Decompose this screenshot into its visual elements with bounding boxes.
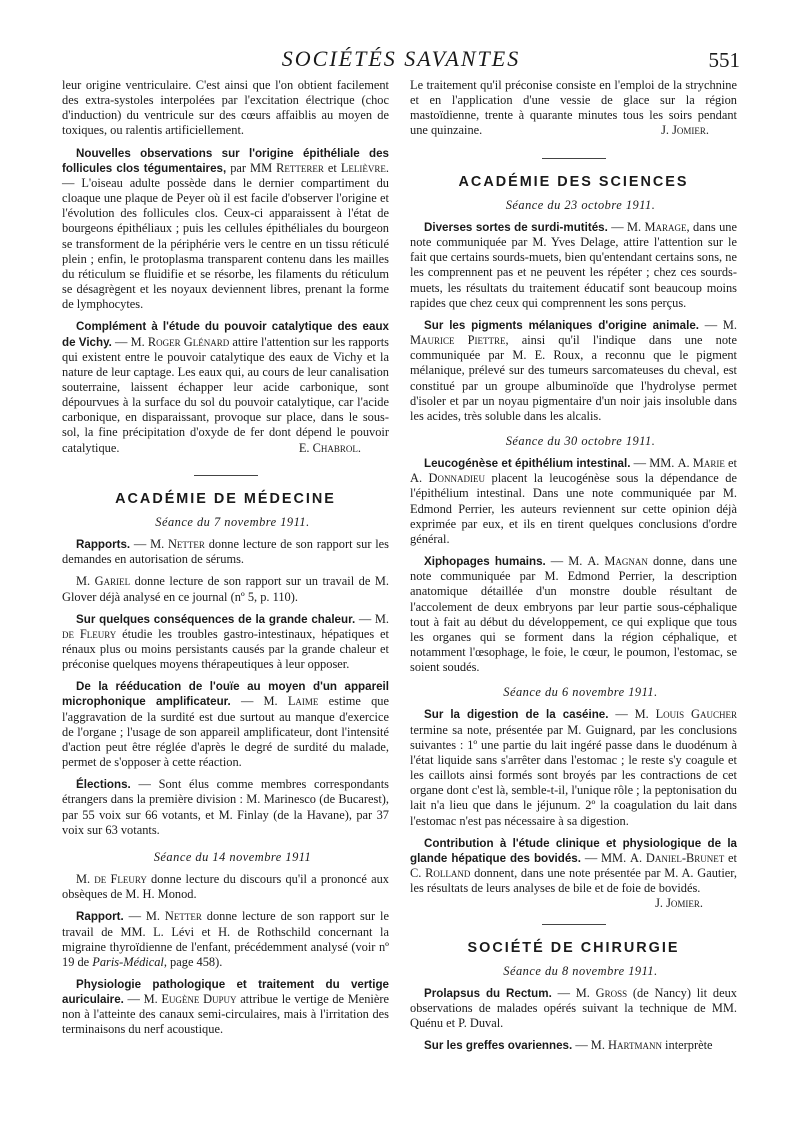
paragraph-greffes xyxy=(410,1038,737,1053)
session-date: Séance du 8 novembre 1911. xyxy=(503,963,658,978)
article-title: Contribution à l'étude clinique et physiologique de la glande hépatique des bovidés. xyxy=(410,836,737,865)
text-fragment: — MM. xyxy=(630,456,678,471)
author-name: Eugène Dupuy xyxy=(161,992,237,1007)
article-title: Prolapsus du Rectum. xyxy=(424,986,552,1000)
paragraph-text: — Sont élus comme membres correspondants étrangers dans la première division : M. Marinesco (de Bucarest), par 55 voix sur 66 votants, et M. Finlay (de la Havane), par 37 voix sur 63 votants. xyxy=(62,777,389,837)
separator-rule xyxy=(542,158,606,159)
author-name: Roger Glénard xyxy=(147,334,230,349)
article-title: Sur les greffes ovariennes. xyxy=(424,1039,573,1053)
text-fragment: — M. xyxy=(111,334,148,349)
signature: J. Jomier. xyxy=(661,123,709,138)
author-name: Laime xyxy=(287,694,319,709)
paragraph-text: attire l'attention sur les rapports qui existent entre le pouvoir catalytique des eaux de Vichy et la nature de leur captage. Les eaux qui, au cours de leur canalisation souterraine, laissent échapper leur acide carbonique, sont dépourvues à la surface du sol du pouvoir catalytique, car l'acide carbonique, en disparaissant, provoque sur place, dans le sous-sol, la fine précipitation d'oxyde de fer dont dépend le pouvoir catalytique. xyxy=(62,334,389,455)
author-name: C. Rolland xyxy=(410,866,471,881)
article-title: Complément à l'étude du pouvoir catalytique des eaux de Vichy. xyxy=(62,320,389,349)
section-heading-chirurgie: SOCIÉTÉ DE CHIRURGIE xyxy=(467,939,680,956)
paragraph-elections xyxy=(62,777,389,838)
paragraph-rapports xyxy=(62,537,389,567)
session-date: Séance du 14 novembre 1911 xyxy=(153,849,312,864)
paragraph-text: donne lecture du discours qu'il a prononcé aux obsèques de M. H. Monod. xyxy=(62,872,389,902)
paragraph-caseine xyxy=(410,707,737,828)
author-name: Hartmann xyxy=(608,1038,662,1053)
paragraph-text: donnent, dans une note présentée par M. A. Gautier, les résultats de leurs analyses de bile et de foie de bovidés. xyxy=(410,866,738,896)
journal-name: Paris-Médical xyxy=(92,954,164,969)
paragraph-text: donne, dans une note communiquée par M. Edmond Perrier, la description anatomique détaillée d'un monstre double résultant de l'accolement de deux embryons par leur partie sous-céphalique tout à fait au début du développement, ce qui explique que tous les organes qui se forment dans la région céphalique, et notamment l'œsophage, le foie, le cœur, le poumon, l'estomac, se soient soudés. xyxy=(410,554,737,675)
paragraph-glande-hepatique xyxy=(410,836,738,911)
signature: J. Jomier. xyxy=(655,896,703,911)
paragraph-vertige xyxy=(62,977,389,1038)
paragraph-text: . — L'oiseau adulte possède dans le dernier compartiment du cloaque une plaque de Peyer où il est facile d'observer l'origine et l'évolution des follicules clos. Ceux-ci apparaissent à l'état de bourgeons épithéliaux ; puis les cellules épithéliales du bourgeon se transforment de la périphérie vers le centre en un tissu réticulé plein ; enfin, le protoplasma transparent contenu dans les mailles du réticulum se fluidifie et se résorbe, les filaments du réticulum se désagrègent et les noyaux deviennent libres, prenant la forme de lymphocytes. xyxy=(62,160,389,312)
article-title: Sur les pigments mélaniques d'origine animale. xyxy=(424,318,699,332)
author-name: Retterer xyxy=(276,160,324,175)
text-fragment: par MM xyxy=(226,160,277,175)
session-date: Séance du 7 novembre 1911. xyxy=(155,514,310,529)
text-fragment: — M. xyxy=(230,694,288,709)
paragraph-text: placent la leucogénèse sous la dépendance de l'épithélium intestinal. Dans une note communiquée par M. Edmond Perrier, les auteurs reviennent sur cette opinion déjà exprimée par eux, et ils en tirent quelques conclusions d'ordre général. xyxy=(410,471,737,546)
section-heading-medecine: ACADÉMIE DE MÉDECINE xyxy=(115,490,336,507)
text-fragment: — M. xyxy=(572,1038,609,1053)
paragraph-text: leur origine ventriculaire. C'est ainsi que l'on obtient facilement des extra-systoles interpolées par l'excitation électrique (choc d'induction) du ventricule sur des cœurs affaiblis au moyen de toxiques, ou ralentis artificiellement. xyxy=(62,78,389,138)
text-fragment: — M. xyxy=(607,219,645,234)
paragraph-text: Le traitement qu'il préconise consiste en l'emploi de la strychnine et en l'application d'une vessie de glace sur la région mastoïdienne, trente à quarante minutes tous les soirs pendant une quinzaine. xyxy=(410,78,737,138)
text-fragment: — M. xyxy=(699,317,737,332)
paragraph-follicules xyxy=(62,146,389,313)
text-fragment: — M. xyxy=(608,707,656,722)
author-name: Lelièvre xyxy=(340,160,386,175)
text-fragment: et xyxy=(724,456,737,471)
text-fragment: et xyxy=(724,850,737,865)
paragraph-leucogenese xyxy=(410,456,737,547)
article-title: Diverses sortes de surdi-mutités. xyxy=(424,220,608,234)
author-name: Louis Gaucher xyxy=(655,707,737,722)
page-number: 551 xyxy=(708,48,740,72)
author-name: Netter xyxy=(164,909,202,924)
author-name: de Fleury xyxy=(62,626,117,641)
session-date: Séance du 6 novembre 1911. xyxy=(503,685,658,700)
text-fragment: , page 458). xyxy=(163,954,223,969)
paragraph-surdi-mutites xyxy=(410,220,737,311)
paragraph-text: donne lecture de son rapport sur les demandes en autorisation de sérums. xyxy=(62,537,389,567)
running-title: SOCIÉTÉS SAVANTES xyxy=(281,46,521,71)
paragraph-vichy xyxy=(62,319,389,455)
article-title: Sur la digestion de la caséine. xyxy=(424,708,609,722)
author-name: A. Donnadieu xyxy=(410,471,485,486)
author-name: A. Daniel-Brunet xyxy=(630,850,725,865)
article-title: Sur quelques conséquences de la grande chaleur. xyxy=(76,612,356,626)
paragraph-pigments xyxy=(410,318,737,424)
paragraph-text: attribue le vertige de Menière non à l'atteinte des canaux semi-circulaires, mais à l'irritation des terminaisons du nerf acoustique. xyxy=(62,992,389,1037)
author-name: A. Magnan xyxy=(587,554,648,569)
text-fragment: — M. xyxy=(551,985,596,1000)
article-title: Rapports. xyxy=(76,538,131,552)
article-title: De la rééducation de l'ouïe au moyen d'un appareil microphonique amplificateur. xyxy=(62,680,389,709)
paragraph-text: estime que l'aggravation de la surdité est due surtout au manque d'exercice de l'organe ; l'usage de son appareil amplificateur, dont l'intensité d'action peut être réglée d'après le degré de surdité du malade, permet de s'opposer à cette réaction. xyxy=(62,694,389,770)
paragraph-text: donne lecture de son rapport sur le travail de MM. L. Lévi et H. de Rothschild concernant la migraine thyroïdienne de l'enfant, précédemment analysé (voir nº 19 de xyxy=(62,909,389,969)
author-name: A. Marie xyxy=(677,456,725,471)
text-fragment: — M. xyxy=(130,537,168,552)
author-name: Gross xyxy=(595,985,628,1000)
paragraph-text: termine sa note, présentée par M. Guignard, par les conclusions suivantes : 1º une partie du lait ingéré passe dans le duodénum à l'état liquide sans s'arrêter dans l'estomac ; le reste s'y coagule et les caillots ainsi formés sont broyés par les contractions de cet organe dont c'est là, semble-t-il, l'unique rôle ; la peptonisation du lait n'a lieu que dans le jéjunum. 2º la coagulation du lait dans l'estomac n'est pas nécessaire à sa digestion. xyxy=(410,722,738,828)
paragraph-continuation xyxy=(410,78,737,139)
paragraph-text: étudie les troubles gastro-intestinaux, hépatiques et rénaux plus ou moins persistants causés par la grande chaleur et préconise quelques moyens thérapeutiques à leur opposer. xyxy=(62,626,389,672)
signature: E. Chabrol. xyxy=(298,440,361,455)
session-date: Séance du 30 octobre 1911. xyxy=(505,433,656,448)
paragraph-chaleur xyxy=(62,612,389,673)
author-name: Netter xyxy=(167,537,205,552)
article-title: Physiologie pathologique et traitement du vertige auriculaire. xyxy=(62,977,389,1007)
paragraph-text: , dans une note communiquée par M. Yves Delage, attire l'attention sur le fait que certains sourds-muets, bien qu'entendant certains sons, ne les comprennent pas et ne peuvent les répéter ; chez ces sourds-muets, les résultats du traitement éducatif sont beaucoup moins rapides que chez ceux qui comprennent les sons perçus. xyxy=(410,219,737,310)
paragraph-text: , ainsi qu'il l'indique dans une note communiquée par M. E. Roux, a reconnu que le pigment mélanique, prélevé sur des tumeurs sarcomateuses du cheval, est constitué par un groupe albuminoïde que l'hydrolyse permet d'isoler et par un noyau pigmentaire d'un noir jais insoluble dans les acides, très soluble dans les alcalis. xyxy=(410,333,737,423)
paragraph-continuation xyxy=(62,78,389,139)
article-title: Élections. xyxy=(76,778,131,792)
text-fragment: — M. xyxy=(123,992,162,1007)
author-name: Marage xyxy=(644,219,687,234)
text-fragment: — M. xyxy=(123,909,165,924)
paragraph-reeducation xyxy=(62,679,389,770)
paragraph-discours xyxy=(62,872,389,902)
text-fragment: et xyxy=(323,160,341,175)
separator-rule xyxy=(194,475,258,476)
article-title: Rapport. xyxy=(76,910,124,924)
right-column xyxy=(410,78,737,1060)
paragraph-text: (de Nancy) lit deux observations de malades opérés suivant la technique de MM. Quénu et P. Duval. xyxy=(410,985,737,1031)
paragraph-text: interprète xyxy=(661,1038,713,1053)
paragraph-rapport-migraine xyxy=(62,909,389,970)
paragraph-xiphopages xyxy=(410,554,737,675)
text-fragment: — MM. xyxy=(580,850,630,865)
page-header xyxy=(62,44,740,74)
article-title: Nouvelles observations sur l'origine épithéliale des follicules clos tégumentaires, xyxy=(62,146,389,175)
text-fragment: — M. xyxy=(545,554,588,569)
text-fragment: — M. xyxy=(355,611,390,626)
session-date: Séance du 23 octobre 1911. xyxy=(505,197,656,212)
author-name: Maurice Piettre xyxy=(410,333,506,348)
article-title: Xiphopages humains. xyxy=(424,555,546,569)
paragraph-gariel xyxy=(62,574,389,604)
article-title: Leucogénèse et épithélium intestinal. xyxy=(424,457,631,471)
separator-rule xyxy=(542,924,606,925)
paragraph-prolapsus xyxy=(410,986,737,1031)
section-heading-sciences: ACADÉMIE DES SCIENCES xyxy=(458,173,689,190)
author-name: M. de Fleury xyxy=(76,872,147,887)
paragraph-text: donne lecture de son rapport sur un travail de M. Glover déjà analysé en ce journal (nº 5, p. 110). xyxy=(62,574,389,604)
author-name: M. Gariel xyxy=(76,574,131,589)
left-column xyxy=(62,78,389,1045)
